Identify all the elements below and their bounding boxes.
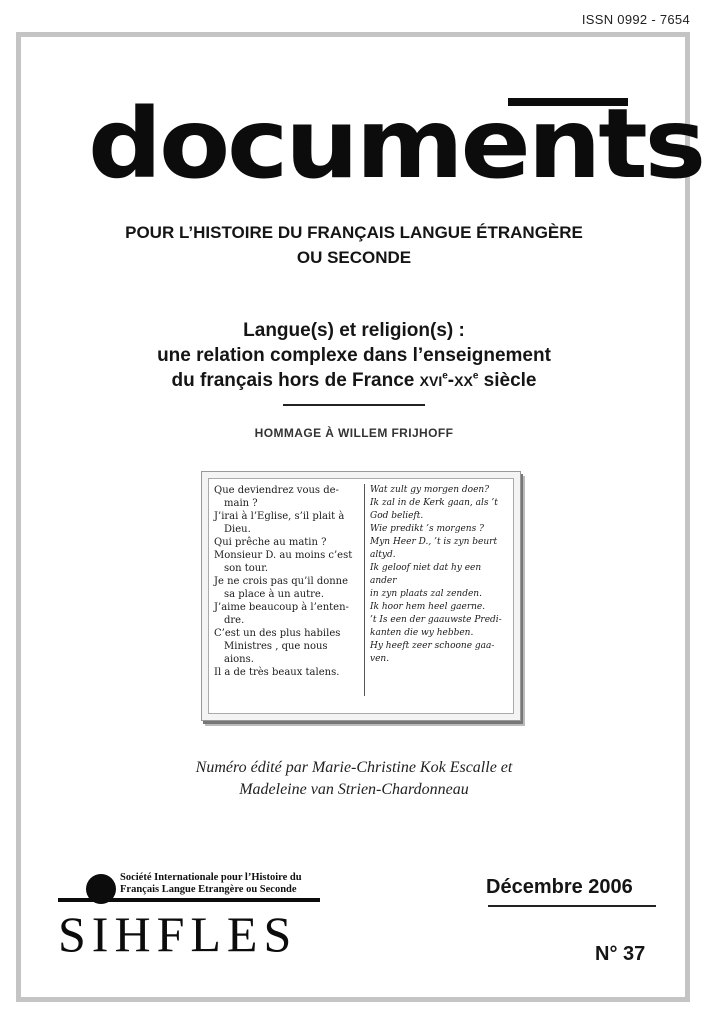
french-line: Dieu.	[224, 524, 251, 535]
dutch-entry	[370, 562, 502, 601]
dutch-line: Myn Heer D., ’t is zyn beurt	[370, 537, 498, 547]
dutch-line: altyd.	[370, 550, 396, 560]
issue-theme	[0, 318, 708, 394]
society-line-1: Société Internationale pour l’Histoire du	[120, 872, 302, 883]
journal-logo	[88, 88, 703, 200]
publisher-rule	[58, 898, 320, 902]
theme-line-2: une relation complexe dans l’enseignement	[157, 345, 551, 366]
editors-line-2: Madeleine van Strien-Chardonneau	[239, 781, 469, 798]
dutch-line: Wie predikt ’s morgens ?	[370, 524, 484, 534]
french-line: J’aime beaucoup à l’enten-	[214, 602, 349, 613]
french-line: son tour.	[224, 563, 269, 574]
french-line: Que deviendrez vous de-	[214, 485, 339, 496]
french-line: Il a de très beaux talens.	[214, 667, 340, 678]
dutch-entry	[370, 523, 502, 536]
book-excerpt-image	[201, 471, 521, 721]
french-line: Monsieur D. au moins c’est	[214, 550, 353, 561]
dutch-entry	[370, 536, 502, 562]
theme-line-3-prefix: du français hors de France	[171, 370, 415, 391]
dutch-entry	[370, 484, 502, 497]
issn-number: ISSN 0992 - 7654	[581, 12, 690, 27]
issue-date: Décembre 2006	[486, 876, 633, 898]
french-entry	[214, 666, 360, 679]
french-line: J’irai à l’Eglise, s’il plait à	[214, 511, 345, 522]
french-line: Je ne crois pas qu’il donne	[214, 576, 349, 587]
dutch-line: Ik geloof niet dat hy een ander	[370, 563, 482, 586]
date-underline	[488, 905, 656, 907]
century-start: XVI	[419, 373, 443, 389]
french-line: dre.	[224, 615, 245, 626]
society-line-2: Français Langue Etrangère ou Seconde	[120, 884, 297, 895]
hommage-line: HOMMAGE À WILLEM FRIJHOFF	[254, 426, 454, 440]
dutch-line: Ik hoor hem heel gaerne.	[370, 602, 486, 612]
publisher-logo	[58, 868, 328, 968]
issue-editors	[0, 757, 708, 801]
french-entry	[214, 510, 360, 536]
dutch-line: Wat zult gy morgen doen?	[370, 485, 490, 495]
dutch-line: Ik zal in de Kerk gaan, als ’t	[370, 498, 498, 508]
french-entry	[214, 575, 360, 601]
french-entry	[214, 601, 360, 627]
dutch-entry	[370, 497, 502, 523]
excerpt-dutch-column	[370, 484, 502, 666]
issue-number: N° 37	[595, 943, 646, 965]
french-line: Qui prêche au matin ?	[214, 537, 327, 548]
theme-divider	[283, 404, 425, 406]
french-entry	[214, 484, 360, 510]
dutch-line: Hy heeft zeer schoone gaa-	[370, 641, 495, 651]
dutch-entry	[370, 614, 502, 640]
french-line: main ?	[224, 498, 258, 509]
dutch-line: ’t Is een der gaauwste Predi-	[370, 615, 502, 625]
dutch-entry	[370, 601, 502, 614]
theme-line-3	[0, 368, 708, 394]
french-entry	[214, 627, 360, 666]
french-entry	[214, 536, 360, 549]
french-line: Ministres , que nous	[224, 641, 328, 652]
subtitle-line-2: OU SECONDE	[296, 248, 412, 267]
subtitle-line-1: POUR L’HISTOIRE DU FRANÇAIS LANGUE ÉTRANGÈRE	[125, 223, 583, 242]
publisher-society-name	[120, 872, 340, 896]
theme-line-3-suffix: siècle	[483, 370, 537, 391]
publisher-acronym: SIHFLES	[58, 906, 298, 962]
dutch-line: kanten die wy hebben.	[370, 628, 474, 638]
editors-line-1: Numéro édité par Marie-Christine Kok Escalle et	[195, 759, 513, 776]
dutch-entry	[370, 640, 502, 666]
journal-logo-word: documents	[88, 88, 703, 200]
french-line: C’est un des plus habiles	[214, 628, 341, 639]
french-line: aions.	[224, 654, 254, 665]
french-entry	[214, 549, 360, 575]
journal-subtitle	[0, 220, 708, 270]
excerpt-french-column	[214, 484, 360, 679]
century-start-sup: e	[442, 370, 448, 382]
century-end: XX	[454, 373, 473, 389]
dutch-line: ven.	[370, 654, 390, 664]
dutch-line: in zyn plaats zal zenden.	[370, 589, 482, 599]
excerpt-column-divider	[364, 484, 365, 696]
dutch-line: God belieft.	[370, 511, 424, 521]
century-dash: -	[447, 370, 455, 391]
century-end-sup: e	[472, 370, 479, 382]
theme-line-1: Langue(s) et religion(s) :	[243, 320, 465, 341]
french-line: sa place à un autre.	[224, 589, 325, 600]
